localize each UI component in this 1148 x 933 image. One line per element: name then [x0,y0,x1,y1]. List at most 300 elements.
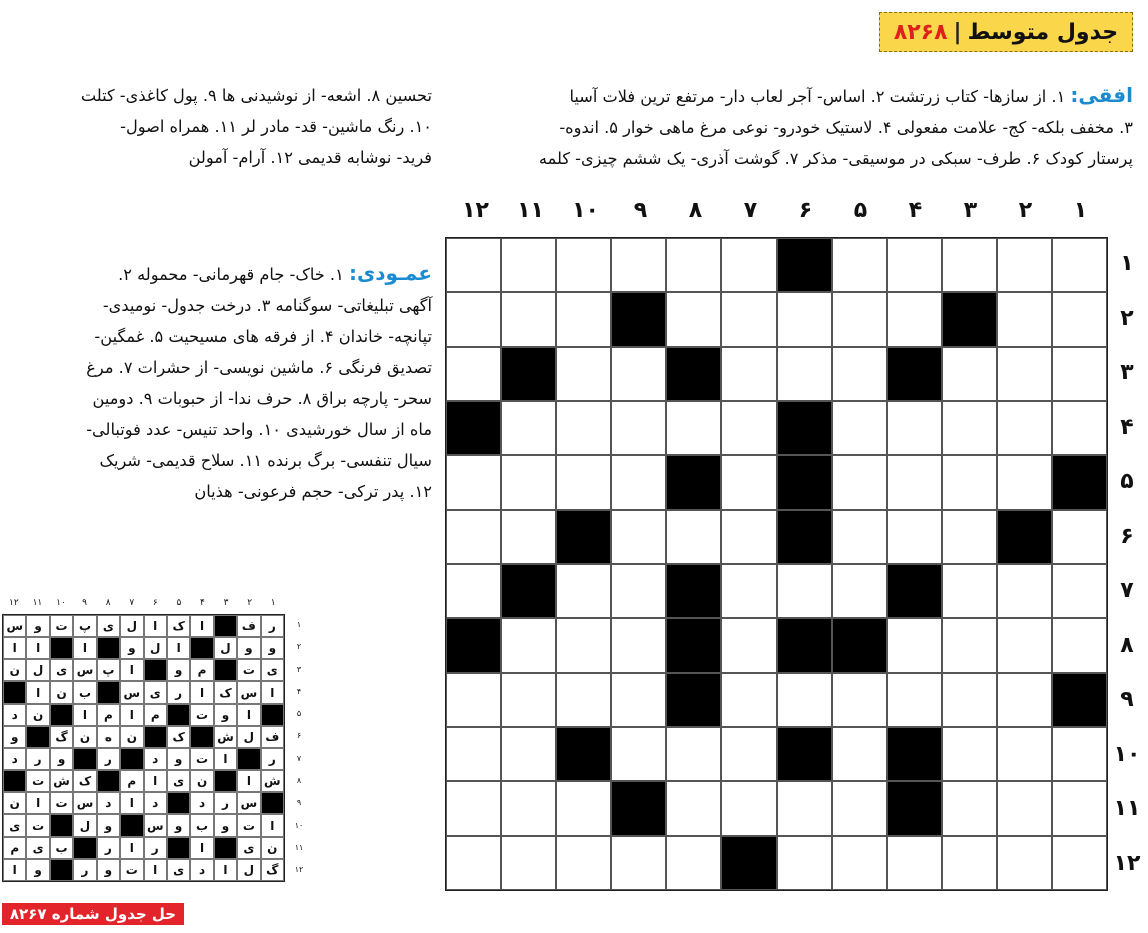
grid-cell[interactable] [556,781,611,835]
grid-cell[interactable] [721,292,776,346]
answer-cell: ک [214,681,237,703]
answer-black-cell [50,704,73,726]
grid-cell[interactable] [1052,347,1107,401]
answer-cell: ت [190,704,213,726]
grid-cell[interactable] [942,401,997,455]
grid-cell[interactable] [446,238,501,292]
answer-col-number-8: ۸ [105,598,111,608]
grid-cell[interactable] [997,673,1052,727]
grid-cell[interactable] [556,455,611,509]
answer-cell: ی [3,814,26,836]
column-number-2: ۲ [1018,198,1033,223]
column-number-6: ۶ [798,198,813,223]
answer-label: حل جدول شماره ۸۲۶۷ [2,903,184,925]
answer-cell: ا [237,704,260,726]
answer-cell: و [237,637,260,659]
black-cell [666,564,721,618]
grid-cell[interactable] [501,673,556,727]
black-cell [777,401,832,455]
answer-cell: ک [167,615,190,637]
answer-col-number-2: ۲ [247,598,253,608]
grid-cell[interactable] [446,455,501,509]
answer-cell: د [190,792,213,814]
column-number-4: ۴ [908,198,923,223]
grid-cell[interactable] [777,673,832,727]
answer-cell: ن [50,681,73,703]
grid-cell[interactable] [997,836,1052,890]
answer-cell: ا [190,837,213,859]
answer-cell: و [261,637,284,659]
horizontal-line-2: ۳. مخفف بلکه- کج- علامت مفعولی ۴. لاستیک خودرو- نوعی مرغ ماهی خوار ۵. اندوه- [559,118,1133,137]
answer-black-cell [50,814,73,836]
grid-cell[interactable] [556,673,611,727]
black-cell [887,781,942,835]
answer-cell: ا [237,770,260,792]
answer-cell: و [214,704,237,726]
black-cell [777,455,832,509]
grid-cell[interactable] [1052,781,1107,835]
answer-cell: ن [190,770,213,792]
answer-black-cell [214,837,237,859]
answer-cell: و [97,859,120,881]
black-cell [666,455,721,509]
answer-cell: ل [26,659,49,681]
grid-cell[interactable] [556,238,611,292]
black-cell [887,727,942,781]
grid-cell[interactable] [501,401,556,455]
answer-black-cell [167,704,190,726]
vertical-line-2: آگهی تبلیغاتی- سوگنامه ۳. درخت جدول- نومیدی- [102,296,432,315]
answer-cell: و [26,859,49,881]
answer-cell: ی [97,615,120,637]
black-cell [887,564,942,618]
grid-cell[interactable] [611,347,666,401]
answer-cell: ا [26,792,49,814]
puzzle-title [879,12,1133,52]
column-number-11: ۱۱ [517,198,544,223]
grid-cell[interactable] [501,292,556,346]
grid-cell[interactable] [832,727,887,781]
grid-cell[interactable] [501,727,556,781]
answer-cell: ی [144,681,167,703]
grid-cell[interactable] [887,401,942,455]
grid-cell[interactable] [997,564,1052,618]
horizontal-head: افقی: [1070,83,1133,107]
grid-cell[interactable] [777,836,832,890]
answer-col-number-5: ۵ [176,598,182,608]
grid-cell[interactable] [611,455,666,509]
column-number-3: ۳ [963,198,978,223]
answer-cell: ا [120,792,143,814]
black-cell [666,347,721,401]
grid-cell[interactable] [446,292,501,346]
grid-cell[interactable] [721,455,776,509]
grid-cell[interactable] [556,401,611,455]
grid-cell[interactable] [556,292,611,346]
grid-cell[interactable] [666,727,721,781]
black-cell [446,401,501,455]
grid-cell[interactable] [1052,401,1107,455]
grid-cell[interactable] [887,510,942,564]
grid-cell[interactable] [997,238,1052,292]
answer-black-cell [190,726,213,748]
column-number-12: ۱۲ [462,198,489,223]
grid-cell[interactable] [721,673,776,727]
black-cell [1052,673,1107,727]
grid-cell[interactable] [997,618,1052,672]
answer-black-cell [97,770,120,792]
answer-cell: س [73,659,96,681]
grid-cell[interactable] [1052,292,1107,346]
row-number-4: ۴ [1120,414,1134,440]
black-cell [611,781,666,835]
column-number-8: ۸ [688,198,703,223]
grid-cell[interactable] [887,455,942,509]
grid-cell[interactable] [887,238,942,292]
grid-cell[interactable] [1052,238,1107,292]
title-label: جدول متوسط [967,19,1119,45]
answer-cell: ت [50,792,73,814]
answer-grid [2,614,285,882]
answer-col-number-11: ۱۱ [32,598,43,608]
vertical-line-3: تپانچه- خاندان ۴. از فرقه های مسیحیت ۵. غمگین- [94,327,432,346]
grid-cell[interactable] [446,510,501,564]
grid-cell[interactable] [666,292,721,346]
grid-cell[interactable] [446,836,501,890]
grid-cell[interactable] [777,781,832,835]
grid-cell[interactable] [556,564,611,618]
row-number-9: ۹ [1120,687,1134,712]
grid-cell[interactable] [997,401,1052,455]
grid-cell[interactable] [501,781,556,835]
answer-cell: و [167,659,190,681]
title-number: ۸۲۶۸ [893,19,948,45]
answer-cell: ر [97,837,120,859]
answer-row-number-5: ۵ [296,709,302,719]
answer-cell: م [120,770,143,792]
answer-cell: د [144,792,167,814]
answer-cell: گ [50,726,73,748]
grid-cell[interactable] [1052,727,1107,781]
answer-cell: ر [167,681,190,703]
answer-black-cell [214,770,237,792]
answer-cell: و [167,748,190,770]
answer-black-cell [144,659,167,681]
grid-cell[interactable] [832,401,887,455]
black-cell [777,727,832,781]
grid-cell[interactable] [1052,564,1107,618]
answer-cell: ی [261,659,284,681]
grid-cell[interactable] [611,727,666,781]
grid-cell[interactable] [887,836,942,890]
answer-row-number-4: ۴ [296,686,302,696]
grid-cell[interactable] [666,401,721,455]
answer-cell: ک [167,726,190,748]
grid-cell[interactable] [942,455,997,509]
answer-cell: ی [26,837,49,859]
answer-cell: ب [50,837,73,859]
grid-cell[interactable] [997,292,1052,346]
answer-cell: ا [190,615,213,637]
grid-cell[interactable] [611,564,666,618]
grid-cell[interactable] [501,836,556,890]
answer-cell: ل [214,637,237,659]
grid-cell[interactable] [1052,836,1107,890]
black-cell [887,347,942,401]
answer-row-number-7: ۷ [296,753,302,763]
answer-col-number-1: ۱ [270,598,276,608]
grid-cell[interactable] [501,618,556,672]
grid-cell[interactable] [721,510,776,564]
answer-cell: و [3,726,26,748]
grid-cell[interactable] [777,564,832,618]
grid-cell[interactable] [832,781,887,835]
answer-row-number-11: ۱۱ [294,842,304,852]
answer-cell: ی [50,659,73,681]
answer-black-cell [50,859,73,881]
grid-cell[interactable] [611,673,666,727]
horizontal-clues [445,80,1133,174]
answer-cell: ه [97,726,120,748]
answer-cell: س [237,681,260,703]
horizontal-line-3: پرستار کودک ۶. طرف- سبکی در موسیقی- مذکر ۷. گوشت آذری- یک ششم چیزی- کلمه [538,149,1133,168]
column-number-1: ۱ [1073,198,1088,223]
answer-col-number-4: ۴ [200,598,205,608]
grid-cell[interactable] [887,618,942,672]
grid-cell[interactable] [501,510,556,564]
grid-cell[interactable] [942,727,997,781]
black-cell [721,836,776,890]
grid-cell[interactable] [666,510,721,564]
grid-cell[interactable] [942,238,997,292]
answer-cell: ا [26,681,49,703]
grid-cell[interactable] [446,727,501,781]
answer-cell: م [190,659,213,681]
row-number-3: ۳ [1120,360,1134,385]
answer-cell: و [120,637,143,659]
answer-cell: ن [73,726,96,748]
grid-cell[interactable] [721,401,776,455]
answer-cell: ن [26,704,49,726]
answer-cell: ل [237,726,260,748]
black-cell [501,564,556,618]
answer-cell: م [97,704,120,726]
answer-black-cell [167,792,190,814]
grid-cell[interactable] [611,238,666,292]
answer-cell: س [73,792,96,814]
black-cell [832,618,887,672]
grid-cell[interactable] [942,781,997,835]
grid-cell[interactable] [832,292,887,346]
answer-cell: و [167,814,190,836]
black-cell [611,292,666,346]
grid-cell[interactable] [942,673,997,727]
column-number-5: ۵ [853,198,868,223]
answer-col-number-3: ۳ [223,598,229,608]
grid-cell[interactable] [777,347,832,401]
answer-cell: ا [120,704,143,726]
answer-cell: ب [73,681,96,703]
grid-cell[interactable] [556,618,611,672]
answer-black-cell [237,748,260,770]
answer-column-numbers [2,598,285,608]
answer-cell: ت [26,814,49,836]
answer-cell: ت [190,748,213,770]
grid-cell[interactable] [721,238,776,292]
vertical-line-8: ۱۲. پدر ترکی- حجم فرعونی- هذیان [194,482,432,501]
answer-cell: ر [144,837,167,859]
black-cell [666,673,721,727]
answer-cell: پ [97,659,120,681]
grid-cell[interactable] [721,618,776,672]
answer-cell: ی [167,859,190,881]
grid-cell[interactable] [942,836,997,890]
answer-cell: ر [26,748,49,770]
row-number-1: ۱ [1120,251,1134,276]
answer-row-number-1: ۱ [296,620,302,629]
answer-cell: ا [73,637,96,659]
answer-cell: ا [3,637,26,659]
grid-cell[interactable] [777,292,832,346]
grid-cell[interactable] [942,510,997,564]
grid-cell[interactable] [666,836,721,890]
grid-cell[interactable] [997,455,1052,509]
grid-cell[interactable] [611,401,666,455]
crossword-grid [445,237,1108,891]
row-number-8: ۸ [1120,632,1134,658]
answer-cell: ا [120,659,143,681]
answer-cell: ک [73,770,96,792]
grid-cell[interactable] [446,564,501,618]
grid-cell[interactable] [942,347,997,401]
column-number-9: ۹ [633,198,648,223]
answer-black-cell [261,792,284,814]
grid-cell[interactable] [887,673,942,727]
answer-cell: ا [214,748,237,770]
black-cell [556,727,611,781]
grid-cell[interactable] [832,564,887,618]
answer-black-cell [261,704,284,726]
grid-cell[interactable] [832,673,887,727]
answer-cell: ت [120,859,143,881]
grid-cell[interactable] [997,727,1052,781]
answer-cell: ن [120,726,143,748]
grid-cell[interactable] [721,781,776,835]
grid-cell[interactable] [666,781,721,835]
answer-cell: ر [261,748,284,770]
row-number-12: ۱۲ [1113,850,1141,876]
answer-cell: د [3,748,26,770]
answer-cell: پ [73,615,96,637]
answer-cell: د [190,859,213,881]
answer-cell: ن [261,837,284,859]
answer-row-number-3: ۳ [296,664,302,674]
grid-cell[interactable] [611,618,666,672]
answer-cell: ا [73,704,96,726]
grid-cell[interactable] [887,292,942,346]
black-cell [942,292,997,346]
grid-cell[interactable] [1052,510,1107,564]
answer-row-number-12: ۱۲ [294,865,304,875]
vertical-line-7: سیال تنفسی- برگ برنده ۱۱. سلاح قدیمی- شریک [99,451,432,470]
answer-black-cell [190,637,213,659]
answer-cell: ش [214,726,237,748]
grid-cell[interactable] [721,347,776,401]
grid-cell[interactable] [942,564,997,618]
answer-cell: ا [167,637,190,659]
grid-cell[interactable] [1052,618,1107,672]
horizontal-cont-3: فرید- نوشابه قدیمی ۱۲. آرام- آمولن [188,148,432,167]
grid-cell[interactable] [942,618,997,672]
grid-cell[interactable] [832,836,887,890]
answer-cell: ر [261,615,284,637]
answer-cell: ش [261,770,284,792]
grid-cell[interactable] [832,510,887,564]
grid-cell[interactable] [832,455,887,509]
black-cell [997,510,1052,564]
answer-cell: گ [261,859,284,881]
answer-col-number-12: ۱۲ [9,598,19,608]
column-number-10: ۱۰ [572,198,599,223]
vertical-line-5: سحر- پارچه براق ۸. حرف ندا- از حبوبات ۹. دومین [92,389,432,408]
grid-cell[interactable] [666,238,721,292]
answer-cell: ل [73,814,96,836]
grid-cell[interactable] [556,836,611,890]
grid-cell[interactable] [446,347,501,401]
grid-cell[interactable] [721,564,776,618]
black-cell [666,618,721,672]
answer-cell: ا [26,637,49,659]
answer-cell: ا [214,859,237,881]
answer-black-cell [214,659,237,681]
black-cell [446,618,501,672]
grid-cell[interactable] [832,347,887,401]
answer-cell: ن [3,659,26,681]
answer-cell: ی [237,837,260,859]
row-number-5: ۵ [1120,469,1134,494]
grid-cell[interactable] [721,727,776,781]
grid-cell[interactable] [997,781,1052,835]
answer-cell: م [144,704,167,726]
grid-cell[interactable] [611,510,666,564]
answer-cell: م [3,837,26,859]
answer-cell: ت [237,659,260,681]
grid-cell[interactable] [501,455,556,509]
grid-cell[interactable] [611,836,666,890]
answer-cell: ا [3,859,26,881]
answer-cell: د [144,748,167,770]
grid-cell[interactable] [446,673,501,727]
answer-black-cell [214,615,237,637]
answer-black-cell [73,748,96,770]
answer-cell: ر [73,859,96,881]
grid-cell[interactable] [446,781,501,835]
answer-cell: ی [167,770,190,792]
answer-cell: د [3,704,26,726]
grid-cell[interactable] [997,347,1052,401]
answer-black-cell [26,726,49,748]
answer-black-cell [3,681,26,703]
answer-black-cell [50,637,73,659]
grid-cell[interactable] [832,238,887,292]
answer-cell: ت [50,615,73,637]
column-numbers [445,198,1108,228]
answer-cell: س [120,681,143,703]
answer-col-number-6: ۶ [152,598,158,608]
row-number-2: ۲ [1120,305,1134,331]
grid-cell[interactable] [556,347,611,401]
grid-cell[interactable] [501,238,556,292]
